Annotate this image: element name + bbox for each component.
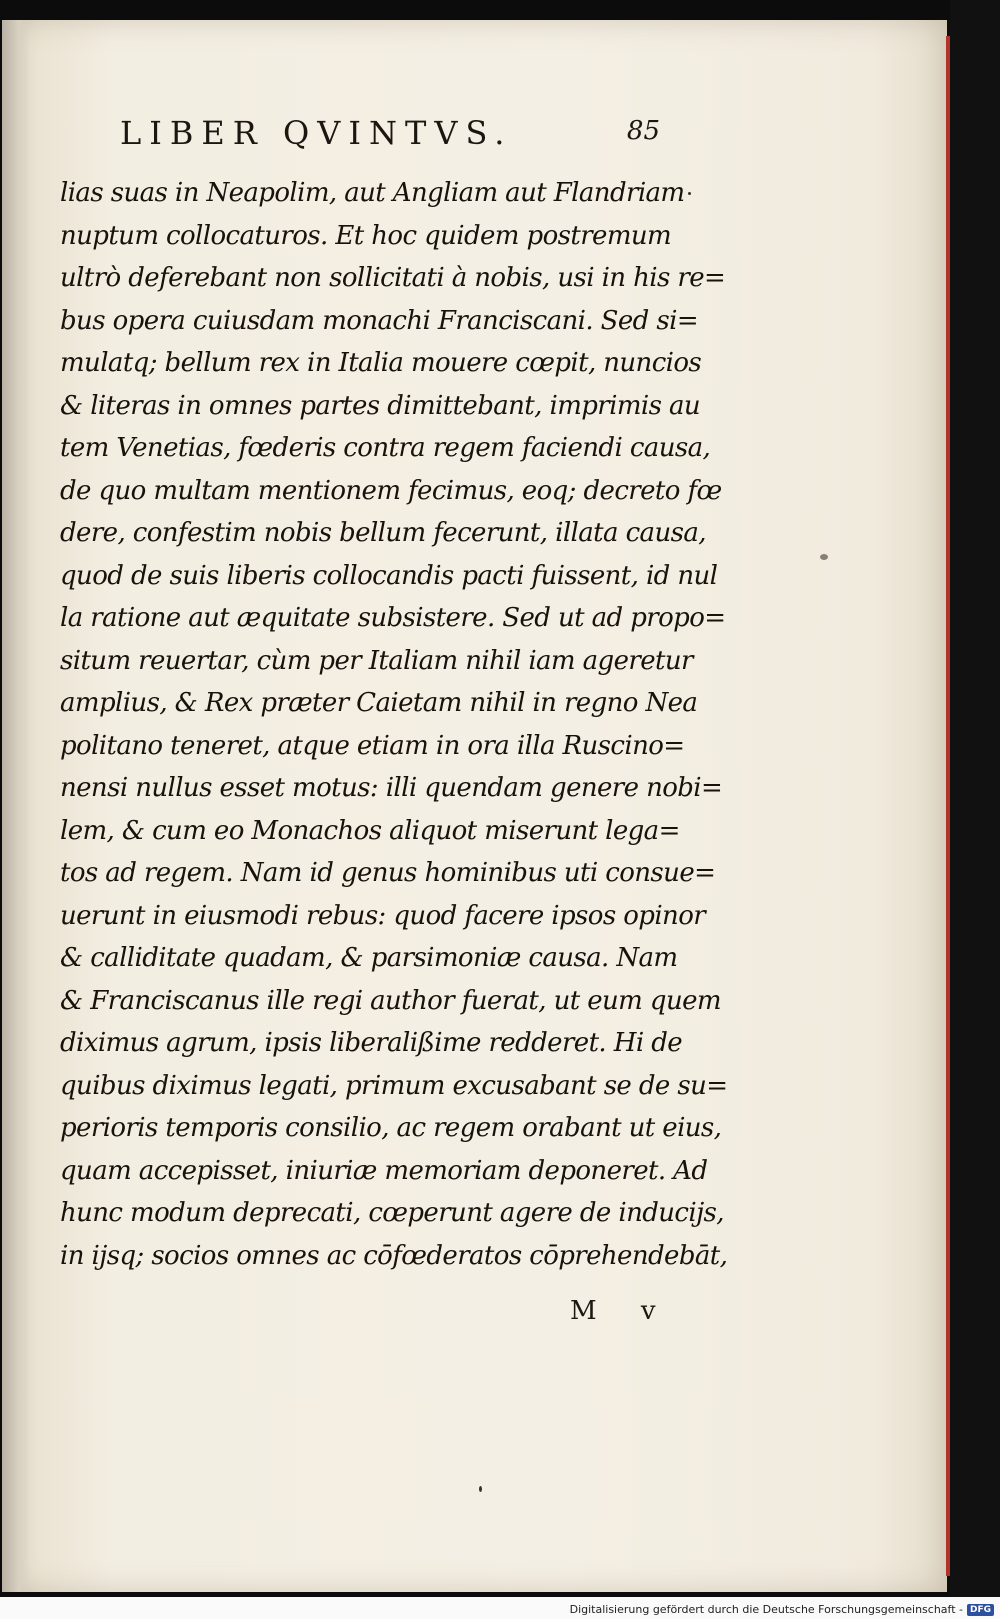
text-line: in ijsq; socios omnes ac cōfœderatos cōprehendebāt,: [60, 1240, 728, 1271]
text-line: la ratione aut æquitate subsistere. Sed ut ad propo=: [60, 603, 726, 633]
credit-text: Digitalisierung gefördert durch die Deutsche Forschungsgemeinschaft -: [569, 1603, 963, 1616]
text-line: mulatq; bellum rex in Italia mouere cœpit, nuncios: [60, 348, 702, 378]
text-line: quod de suis liberis collocandis pacti fuissent, id nul: [60, 560, 718, 591]
book-page: [2, 20, 947, 1592]
digitization-credit: [570, 1603, 994, 1616]
text-line: ultrò deferebant non sollicitati à nobis, usi in his re=: [60, 263, 726, 293]
page-header: [120, 114, 660, 154]
text-line: & calliditate quadam, & parsimoniæ causa. Nam: [60, 943, 678, 973]
page-edge-red: [946, 36, 950, 1576]
text-line: & Franciscanus ille regi author fuerat, ut eum quem: [60, 985, 721, 1016]
footer-bar: [0, 1597, 1000, 1619]
scan-background-right: [950, 0, 1000, 1600]
ink-speck: [688, 192, 691, 195]
ink-speck: [479, 1486, 482, 1492]
text-line: & literas in omnes partes dimittebant, imprimis au: [60, 390, 701, 421]
text-line: de quo multam mentionem fecimus, eoq; decreto fœ: [60, 475, 722, 506]
text-line: politano teneret, atque etiam in ora illa Ruscino=: [60, 730, 685, 761]
text-line: perioris temporis consilio, ac regem orabant ut eius,: [60, 1113, 722, 1143]
folio-number: 85: [626, 116, 660, 146]
body-text: [60, 172, 728, 1277]
text-line: bus opera cuiusdam monachi Franciscani. Sed si=: [60, 305, 699, 336]
ink-speck: [820, 554, 828, 560]
text-line: lem, & cum eo Monachos aliquot miserunt lega=: [60, 815, 680, 846]
text-line: nensi nullus esset motus: illi quendam genere nobi=: [60, 773, 723, 803]
text-line: uerunt in eiusmodi rebus: quod facere ipsos opinor: [60, 900, 706, 931]
text-line: quibus diximus legati, primum excusabant se de su=: [60, 1070, 728, 1101]
page-gutter-shadow: [2, 20, 30, 1592]
text-line: tos ad regem. Nam id genus hominibus uti consue=: [60, 858, 716, 888]
text-line: situm reuertar, cùm per Italiam nihil iam ageretur: [60, 645, 693, 676]
text-line: tem Venetias, fœderis contra regem faciendi causa,: [60, 433, 711, 463]
text-line: quam accepisset, iniuriæ memoriam deponeret. Ad: [60, 1155, 708, 1186]
text-line: dere, confestim nobis bellum fecerunt, illata causa,: [60, 518, 706, 548]
text-line: lias suas in Neapolim, aut Angliam aut Flandriam: [60, 178, 685, 208]
text-line: diximus agrum, ipsis liberalißime redderet. Hi de: [60, 1028, 683, 1058]
dfg-logo: DFG: [967, 1604, 994, 1616]
text-line: nuptum collocaturos. Et hoc quidem postremum: [60, 220, 672, 251]
text-line: hunc modum deprecati, cœperunt agere de inducijs,: [60, 1198, 724, 1228]
signature-mark: M v: [570, 1296, 674, 1326]
running-head: LIBER QVINTVS.: [120, 114, 513, 152]
text-line: amplius, & Rex præter Caietam nihil in regno Nea: [60, 688, 698, 718]
